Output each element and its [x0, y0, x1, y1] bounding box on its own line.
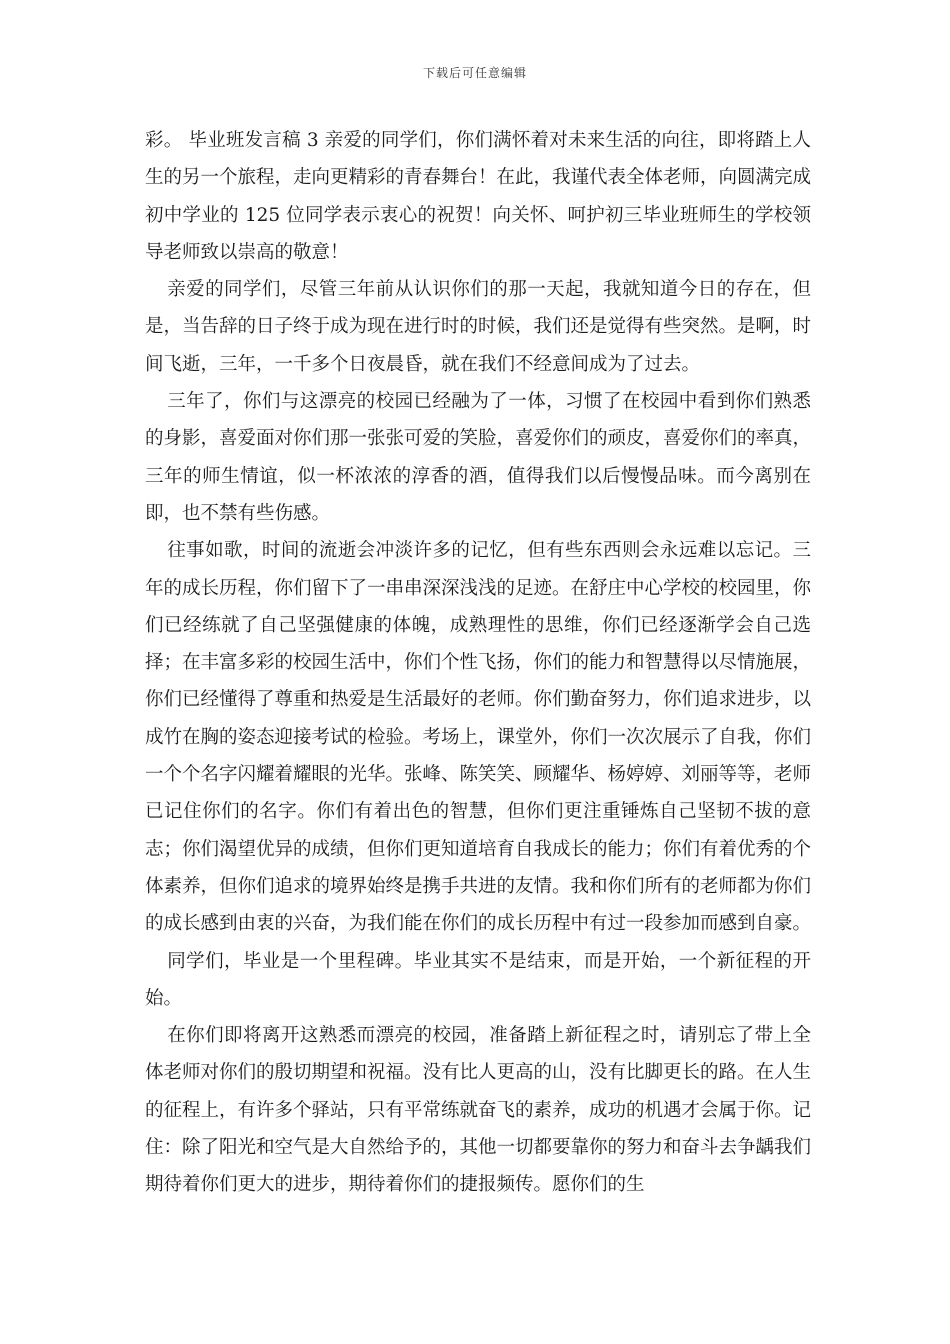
- page-header-note: 下载后可任意编辑: [422, 66, 527, 80]
- paragraph-6: 在你们即将离开这熟悉而漂亮的校园，准备踏上新征程之时，请别忘了带上全体老师对你们的殷切期望和祝福。没有比人更高的山，没有比脚更长的路。在人生的征程上，有许多个驿站，只有平常练就奋飞的素养，成功的机遇才会属于你。记住：除了阳光和空气是大自然给予的，其他一切都要靠你的努力和奋斗去争龋我们期待着你们更大的进步，期待着你们的捷报频传。愿你们的生: [145, 1025, 812, 1196]
- paragraph-3: 三年了，你们与这漂亮的校园已经融为了一体，习惯了在校园中看到你们熟悉的身影，喜爱面对你们那一张张可爱的笑脸，喜爱你们的顽皮，喜爱你们的率真，三年的师生情谊，似一杯浓浓的淳香的酒，值得我们以后慢慢品味。而今离别在即，也不禁有些伤感。: [145, 391, 812, 524]
- paragraph-2: 亲爱的同学们，尽管三年前从认识你们的那一天起，我就知道今日的存在，但是，当告辞的日子终于成为现在进行时的时候，我们还是觉得有些突然。是啊，时间飞逝，三年，一千多个日夜晨昏，就在我们不经意间成为了过去。: [145, 279, 812, 375]
- document-body: [145, 122, 811, 1204]
- paragraph-5: 同学们，毕业是一个里程碑。毕业其实不是结束，而是开始，一个新征程的开始。: [145, 950, 811, 1009]
- paragraph-1: 彩。 毕业班发言稿 3 亲爱的同学们，你们满怀着对未来生活的向往，即将踏上人生的另一个旅程，走向更精彩的青春舞台！在此，我谨代表全体老师，向圆满完成初中学业的 125 位同学表示衷心的祝贺！向关怀、呵护初三毕业班师生的学校领导老师致以崇高的敬意！: [145, 130, 812, 263]
- paragraph-4: 往事如歌，时间的流逝会冲淡许多的记忆，但有些东西则会永远难以忘记。三年的成长历程，你们留下了一串串深深浅浅的足迹。在舒庄中心学校的校园里，你们已经练就了自己坚强健康的体魄，成熟理性的思维，你们已经逐渐学会自己选择；在丰富多彩的校园生活中，你们个性飞扬，你们的能力和智慧得以尽情施展，你们已经懂得了尊重和热爱是生活最好的老师。你们勤奋努力，你们追求进步，以成竹在胸的姿态迎接考试的检验。考场上，课堂外，你们一次次展示了自我，你们一个个名字闪耀着耀眼的光华。张峰、陈笑笑、顾耀华、杨婷婷、刘丽等等，老师已记住你们的名字。你们有着出色的智慧，但你们更注重锤炼自己坚韧不拔的意志；你们渴望优异的成绩，但你们更知道培育自我成长的能力；你们有着优秀的个体素养，但你们追求的境界始终是携手共进的友情。我和你们所有的老师都为你们的成长感到由衷的兴奋，为我们能在你们的成长历程中有过一段参加而感到自豪。: [145, 540, 812, 935]
